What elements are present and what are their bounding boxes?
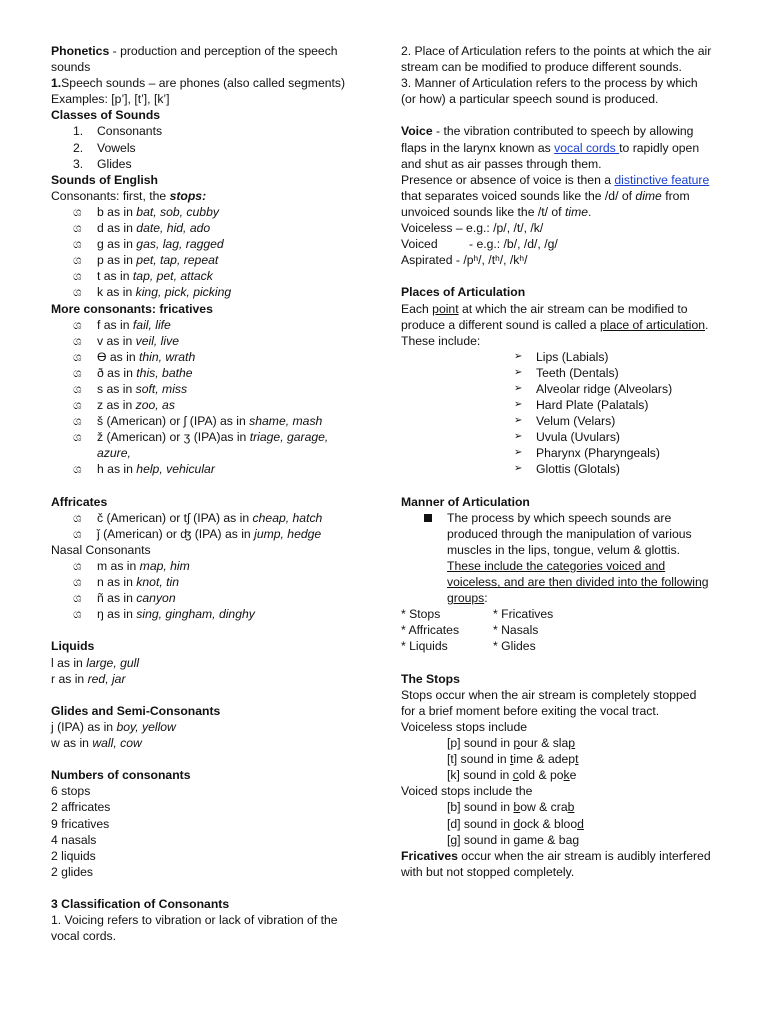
arrow-bullet-icon: ➢ xyxy=(514,431,523,443)
curl-bullet-icon: ශ xyxy=(73,221,82,236)
place-label: Hard Plate (Palatals) xyxy=(536,398,649,413)
item-phoneme: m as in xyxy=(97,559,140,573)
item-phoneme: ž (American) or ʒ (IPA)as in xyxy=(97,430,250,445)
places-paragraph: Each point at which the air stream can be modified to produce a different sound is called a place of articulation. These include: xyxy=(401,301,709,348)
voiceless-stops-include: Voiceless stops include xyxy=(401,719,528,734)
fricatives-heading: More consonants: fricatives xyxy=(51,301,213,316)
sound-initial: p xyxy=(513,736,521,751)
item-example: canyon xyxy=(136,591,176,606)
sound-final: d xyxy=(577,816,584,831)
list-item xyxy=(51,526,356,542)
item-example: triage, garage, azure, xyxy=(97,430,329,461)
stops-list xyxy=(51,204,356,301)
item-phoneme: n as in xyxy=(97,575,137,590)
sound-final: g xyxy=(572,832,580,847)
curl-bullet-icon: ශ xyxy=(73,398,82,413)
item-phoneme: ð as in xyxy=(97,365,137,380)
place-item xyxy=(401,445,713,461)
list-item xyxy=(51,671,356,687)
item-example: wall, cow xyxy=(92,736,142,751)
item-phoneme: p as in xyxy=(97,253,137,268)
item-example: soft, miss xyxy=(135,381,188,396)
liquids-heading: Liquids xyxy=(51,639,95,654)
place-item xyxy=(401,429,713,445)
item-phoneme: Ɵ as in xyxy=(97,349,139,364)
classification-voicing: 1. Voicing refers to vibration or lack of vibration of the vocal cords. xyxy=(51,913,338,944)
list-item xyxy=(51,381,356,397)
item-example: king, pick, picking xyxy=(135,285,232,300)
item-phoneme: č (American) or tʃ (IPA) as in xyxy=(97,510,253,525)
curl-bullet-icon: ශ xyxy=(73,559,82,573)
curl-bullet-icon: ශ xyxy=(73,414,82,429)
list-item xyxy=(51,429,356,461)
item-phoneme: f as in xyxy=(97,317,133,332)
stop-sound-item xyxy=(401,832,713,848)
curl-bullet-icon: ශ xyxy=(73,607,82,622)
curl-bullet-icon: ශ xyxy=(73,237,82,252)
item-phoneme: j (IPA) as in xyxy=(51,719,117,734)
item-example: pet, tap, repeat xyxy=(136,253,219,268)
item-example: jump, hedge xyxy=(254,526,322,541)
voiced-examples: Voiced - e.g.: /b/, /d/, /g/ xyxy=(401,237,558,252)
item-example: shame, mash xyxy=(249,414,323,429)
item-example: zoo, as xyxy=(135,398,175,413)
sound-word: our & sla xyxy=(520,736,569,751)
item-example: fail, life xyxy=(132,317,171,332)
fricatives-paragraph: Fricatives occur when the air stream is audibly interfered with but not stopped completely. xyxy=(401,848,711,879)
arrow-bullet-icon: ➢ xyxy=(514,382,523,394)
sound-word: ow & cra xyxy=(520,800,568,815)
group-right: * Fricatives xyxy=(493,607,554,622)
place-item xyxy=(401,349,713,365)
curl-bullet-icon: ශ xyxy=(73,365,82,380)
group-row xyxy=(401,606,713,622)
place-label: Alveolar ridge (Alveolars) xyxy=(536,381,673,396)
list-item xyxy=(51,510,356,526)
stop-sound-item xyxy=(401,816,713,832)
list-item xyxy=(51,333,356,349)
manner-of-articulation-def: 3. Manner of Articulation refers to the process by which (or how) a particular speech sound is produced. xyxy=(401,76,698,107)
item-phoneme: k as in xyxy=(97,285,136,300)
right-column xyxy=(401,43,713,880)
sound-tail: e xyxy=(569,768,577,783)
item-example: map, him xyxy=(139,559,190,573)
classification-heading: 3 Classification of Consonants xyxy=(51,896,230,911)
item-example: sing, gingham, dinghy xyxy=(136,607,255,622)
sound-final: b xyxy=(567,800,575,815)
places-heading: Places of Articulation xyxy=(401,285,526,300)
sound-initial: c xyxy=(512,768,519,783)
item-phoneme: r as in xyxy=(51,671,88,686)
item-example: red, jar xyxy=(87,671,126,686)
square-bullet-icon xyxy=(424,514,432,522)
phonetics-definition: Phonetics - production and perception of the speech sounds xyxy=(51,44,338,75)
curl-bullet-icon: ශ xyxy=(73,526,82,541)
list-item xyxy=(51,461,356,477)
curl-bullet-icon: ශ xyxy=(73,253,82,268)
list-item xyxy=(51,236,356,252)
number-item: 9 fricatives xyxy=(51,816,110,831)
curl-bullet-icon: ශ xyxy=(73,462,82,477)
group-left: * Affricates xyxy=(401,623,460,638)
class-label: Consonants xyxy=(97,124,163,139)
place-item xyxy=(401,365,713,381)
curl-bullet-icon: ශ xyxy=(73,204,82,219)
vocal-cords-link[interactable]: vocal cords xyxy=(554,140,620,155)
arrow-bullet-icon: ➢ xyxy=(514,463,523,475)
curl-bullet-icon: ශ xyxy=(73,285,82,300)
sound-word: ame & ba xyxy=(520,832,573,847)
number-item: 6 stops xyxy=(51,784,91,799)
place-item xyxy=(401,461,713,477)
arrow-bullet-icon: ➢ xyxy=(514,447,523,459)
classes-heading: Classes of Sounds xyxy=(51,108,161,123)
sound-label: [d] sound in xyxy=(447,816,514,831)
nasal-list xyxy=(51,558,356,622)
list-item xyxy=(51,606,356,622)
glides-heading: Glides and Semi-Consonants xyxy=(51,703,221,718)
item-example: cheap, hatch xyxy=(252,510,323,525)
aspirated-examples: Aspirated - /pʰ/, /tʰ/, /kʰ/ xyxy=(401,253,528,268)
sound-word: ock & bloo xyxy=(520,816,578,831)
group-row xyxy=(401,638,713,654)
item-example: help, vehicular xyxy=(136,462,215,477)
curl-bullet-icon: ශ xyxy=(73,510,82,525)
class-number: 2. xyxy=(73,140,84,155)
item-phoneme: g as in xyxy=(97,237,137,252)
sound-initial: t xyxy=(510,752,514,767)
list-item xyxy=(51,719,356,735)
arrow-bullet-icon: ➢ xyxy=(514,399,523,411)
manner-bullet: The process by which speech sounds are produced through the manipulation of various muscles in the lips, tongue, velum & glottis. These include the categories voiced and voiceless, and are then divided into the following groups: xyxy=(401,510,713,607)
item-example: knot, tin xyxy=(136,575,179,590)
group-right: * Nasals xyxy=(493,623,539,638)
curl-bullet-icon: ශ xyxy=(73,430,82,445)
item-phoneme: d as in xyxy=(97,221,137,236)
curl-bullet-icon: ශ xyxy=(73,333,82,348)
voice-paragraph: Voice - the vibration contributed to speech by allowing flaps in the larynx known as vocal cords to rapidly open and shut as air passes through them. xyxy=(401,124,700,171)
class-item xyxy=(51,123,356,139)
class-label: Glides xyxy=(97,156,132,171)
speech-sounds-paragraph: 1.Speech sounds – are phones (also called segments) Examples: [p’], [t’], [k’] xyxy=(51,76,346,107)
distinctive-feature-link[interactable]: distinctive feature xyxy=(614,172,710,187)
place-label: Uvula (Uvulars) xyxy=(536,430,620,445)
group-left: * Liquids xyxy=(401,639,448,654)
sound-word: old & po xyxy=(518,768,564,783)
left-column xyxy=(51,43,356,944)
stop-sound-item xyxy=(401,735,713,751)
item-example: gas, lag, ragged xyxy=(136,237,224,252)
item-example: veil, live xyxy=(135,333,179,348)
item-phoneme: v as in xyxy=(97,333,136,348)
liquids-list xyxy=(51,655,356,687)
place-item xyxy=(401,381,713,397)
item-phoneme: s as in xyxy=(97,381,136,396)
voiced-stops-include: Voiced stops include the xyxy=(401,784,533,799)
sound-label: [b] sound in xyxy=(447,800,514,815)
group-left: * Stops xyxy=(401,607,441,622)
curl-bullet-icon: ශ xyxy=(73,575,82,590)
manner-heading: Manner of Articulation xyxy=(401,494,530,509)
list-item xyxy=(51,220,356,236)
groups-list xyxy=(401,606,713,654)
glides-list xyxy=(51,719,356,751)
phonetics-title: Phonetics xyxy=(51,44,110,58)
stops-heading: The Stops xyxy=(401,671,460,686)
sound-label: [t] sound in xyxy=(447,752,511,767)
item-phoneme: b as in xyxy=(97,204,137,219)
sounds-heading: Sounds of English xyxy=(51,172,158,187)
item-example: date, hid, ado xyxy=(136,221,211,236)
group-right: * Glides xyxy=(493,639,536,654)
curl-bullet-icon: ශ xyxy=(73,591,82,606)
number-item: 2 liquids xyxy=(51,848,96,863)
item-phoneme: ǰ (American) or ʤ (IPA) as in xyxy=(97,526,255,541)
consonants-intro: Consonants: first, the stops: xyxy=(51,188,207,203)
item-example: large, gull xyxy=(86,655,140,670)
sound-initial: b xyxy=(513,800,521,815)
class-label: Vowels xyxy=(97,140,136,155)
curl-bullet-icon: ශ xyxy=(73,269,82,284)
class-item xyxy=(51,156,356,172)
curl-bullet-icon: ශ xyxy=(73,349,82,364)
item-phoneme: š (American) or ʃ (IPA) as in xyxy=(97,414,250,429)
item-example: bat, sob, cubby xyxy=(136,204,219,219)
stop-sound-item xyxy=(401,767,713,783)
sound-initial: g xyxy=(513,832,521,847)
list-item xyxy=(51,655,356,671)
place-label: Teeth (Dentals) xyxy=(536,365,619,380)
fricatives-list xyxy=(51,317,356,478)
list-item xyxy=(51,204,356,220)
item-phoneme: ŋ as in xyxy=(97,607,137,622)
sound-initial: d xyxy=(513,816,521,831)
item-example: thin, wrath xyxy=(139,349,196,364)
arrow-bullet-icon: ➢ xyxy=(514,350,523,362)
number-item: 2 affricates xyxy=(51,800,111,815)
sound-label: [k] sound in xyxy=(447,768,513,783)
sound-final: p xyxy=(568,736,576,751)
group-row xyxy=(401,622,713,638)
item-phoneme: t as in xyxy=(97,269,133,284)
place-item xyxy=(401,413,713,429)
list-item xyxy=(51,735,356,751)
list-item xyxy=(51,558,356,574)
item-phoneme: w as in xyxy=(51,736,93,751)
item-example: boy, yellow xyxy=(116,719,176,734)
voiceless-stops-list xyxy=(401,735,713,783)
places-list xyxy=(401,349,713,478)
place-label: Glottis (Glotals) xyxy=(536,462,620,477)
item-phoneme: h as in xyxy=(97,462,137,477)
sound-final: k xyxy=(563,768,570,783)
item-phoneme: l as in xyxy=(51,655,87,670)
curl-bullet-icon: ශ xyxy=(73,381,82,396)
list-item xyxy=(51,284,356,300)
arrow-bullet-icon: ➢ xyxy=(514,415,523,427)
voiceless-examples: Voiceless – e.g.: /p/, /t/, /k/ xyxy=(401,221,544,236)
arrow-bullet-icon: ➢ xyxy=(514,366,523,378)
list-item xyxy=(51,413,356,429)
item-phoneme: ñ as in xyxy=(97,591,137,606)
place-item xyxy=(401,397,713,413)
place-label: Pharynx (Pharyngeals) xyxy=(536,446,660,461)
number-item: 2 glides xyxy=(51,864,94,879)
numbers-heading: Numbers of consonants xyxy=(51,768,191,783)
item-example: this, bathe xyxy=(136,365,193,380)
class-number: 1. xyxy=(73,124,84,139)
place-label: Velum (Velars) xyxy=(536,414,616,429)
stop-sound-item xyxy=(401,799,713,815)
sound-final: t xyxy=(575,752,579,767)
sound-label: [p] sound in xyxy=(447,736,514,751)
voiced-stops-list xyxy=(401,799,713,847)
affricates-list xyxy=(51,510,356,542)
numbers-list xyxy=(51,783,356,880)
classes-list xyxy=(51,123,356,171)
place-of-articulation-def: 2. Place of Articulation refers to the points at which the air stream can be modified to produce different sounds. xyxy=(401,44,712,75)
nasal-heading: Nasal Consonants xyxy=(51,542,151,557)
class-item xyxy=(51,140,356,156)
affricates-heading: Affricates xyxy=(51,494,108,509)
item-phoneme: z as in xyxy=(97,398,136,413)
presence-paragraph: Presence or absence of voice is then a distinctive feature that separates voiced sounds like the /d/ of dime from unvoiced sounds like the /t/ of time. xyxy=(401,172,710,219)
place-label: Lips (Labials) xyxy=(536,349,609,364)
curl-bullet-icon: ශ xyxy=(73,317,82,332)
stops-paragraph: Stops occur when the air stream is completely stopped for a brief moment before exiting the vocal tract. xyxy=(401,687,697,718)
list-item xyxy=(51,397,356,413)
list-item xyxy=(51,268,356,284)
list-item xyxy=(51,317,356,333)
list-item xyxy=(51,349,356,365)
list-item xyxy=(51,574,356,590)
list-item xyxy=(51,365,356,381)
sound-word: ime & adep xyxy=(513,752,576,767)
item-example: tap, pet, attack xyxy=(132,269,213,284)
stop-sound-item xyxy=(401,751,713,767)
sound-label: [g] sound in xyxy=(447,832,514,847)
number-item: 4 nasals xyxy=(51,832,97,847)
list-item xyxy=(51,252,356,268)
class-number: 3. xyxy=(73,156,84,171)
list-item xyxy=(51,590,356,606)
